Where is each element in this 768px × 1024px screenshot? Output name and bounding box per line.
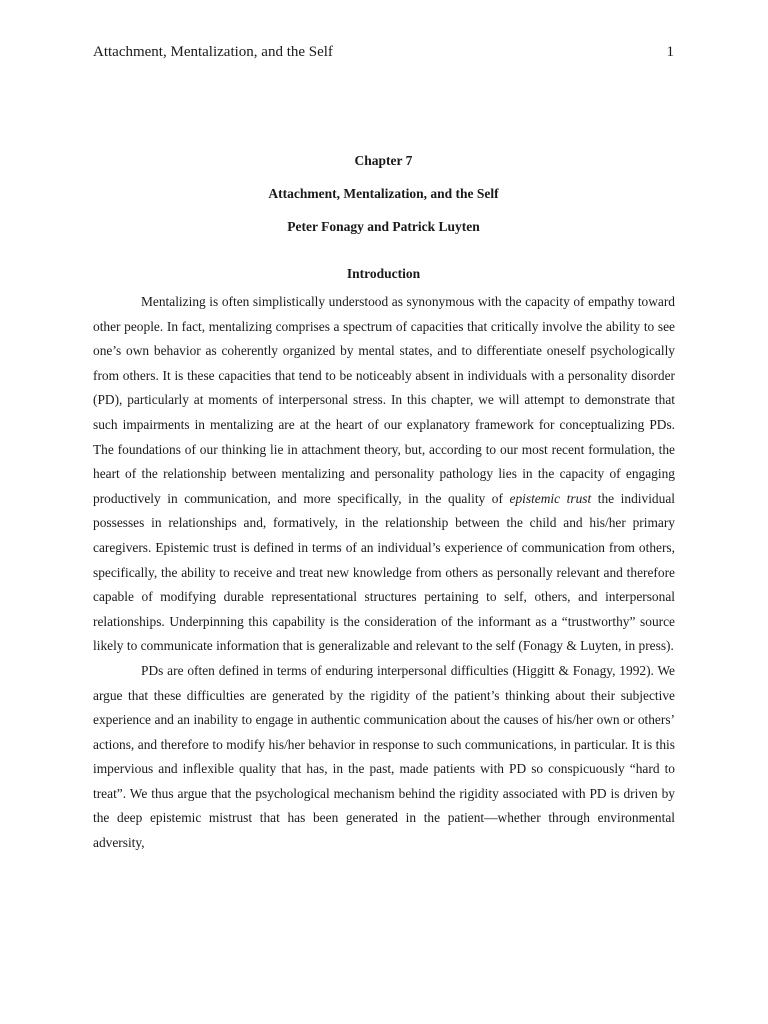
emphasis-epistemic-trust: epistemic trust bbox=[509, 490, 592, 506]
paragraph-1-text-a: Mentalizing is often simplistically understood as synonymous with the capacity of empathy toward other people. In fact, mentalizing comprises a spectrum of capacities that critically involve the ability to see one’s own behavior as coherently organized by mental states, and to differentiate oneself psychologically from others. It is these capacities that tend to be noticeably absent in individuals with a personality disorder (PD), particularly at moments of interpersonal stress. In this chapter, we will attempt to demonstrate that such impairments in mentalizing are at the heart of our explanatory framework for conceptualizing PDs. The foundations of our thinking lie in attachment theory, but, according to our most recent formulation, the heart of the relationship between mentalizing and personality pathology lies in the capacity of engaging productively in communication, and more specifically, in the quality of bbox=[93, 294, 675, 506]
chapter-number: Chapter 7 bbox=[354, 153, 413, 168]
paragraph-1 bbox=[93, 290, 675, 659]
paragraph-2: PDs are often defined in terms of enduring interpersonal difficulties (Higgitt & Fonagy, 1992). We argue that these difficulties are generated by the rigidity of the patient’s thinking about their subjective experience and an inability to engage in authentic communication about the causes of his/her own or others’ actions, and therefore to modify his/her behavior in response to such communications, in particular. It is this impervious and inflexible quality that has, in the past, made patients with PD so conspicuously “hard to treat”. We thus argue that the psychological mechanism behind the rigidity associated with PD is driven by the deep epistemic mistrust that has been generated in the patient—whether through environmental adversity, bbox=[93, 662, 675, 851]
chapter-title: Attachment, Mentalization, and the Self bbox=[268, 186, 499, 201]
page-number: 1 bbox=[666, 44, 674, 60]
body-text bbox=[93, 290, 675, 856]
section-heading: Introduction bbox=[346, 266, 421, 281]
paragraph-1-text-b: the individual possesses in relationships and, formatively, in the relationship between the child and his/her primary caregivers. Epistemic trust is defined in terms of an individual’s experience of communication from others, specifically, the ability to receive and treat new knowledge from others as personally relevant and therefore capable of modifying durable representational structures pertaining to self, others, and interpersonal relationships. Underpinning this capability is the consideration of the informant as a “trustworthy” source likely to communicate information that is generalizable and relevant to the self (Fonagy & Luyten, in press). bbox=[93, 490, 675, 654]
running-head-title: Attachment, Mentalization, and the Self bbox=[93, 44, 333, 60]
chapter-authors: Peter Fonagy and Patrick Luyten bbox=[287, 219, 480, 234]
running-head bbox=[93, 42, 674, 62]
